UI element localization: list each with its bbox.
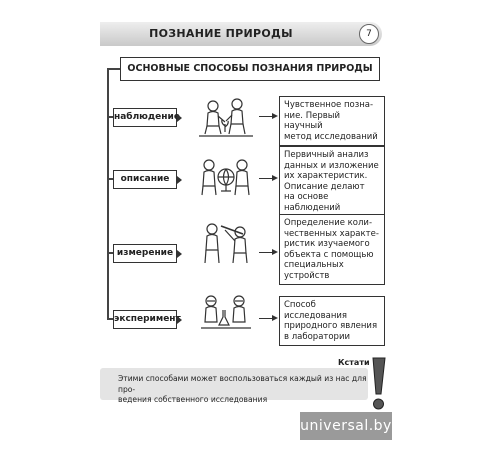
method-box-description: описание bbox=[113, 170, 177, 189]
description-line: Способ исследования bbox=[284, 300, 348, 321]
description-line: ние. Первый научный bbox=[284, 110, 340, 131]
arrow-head bbox=[272, 315, 278, 321]
diagram-spine-top bbox=[107, 68, 121, 70]
description-box-observation bbox=[279, 96, 385, 146]
arrow-line bbox=[259, 318, 273, 319]
diagram-spine bbox=[107, 68, 109, 320]
children-with-globe-icon bbox=[197, 155, 255, 199]
method-box-experiment: эксперимент bbox=[113, 310, 177, 329]
note-label: Кстати bbox=[338, 358, 370, 367]
page-header bbox=[100, 22, 382, 46]
method-box-observation: наблюдение bbox=[113, 108, 177, 127]
page-number: 7 bbox=[359, 24, 379, 44]
description-line: объекта с помощью bbox=[284, 249, 374, 260]
arrow-head bbox=[272, 113, 278, 119]
children-in-lab-icon bbox=[197, 292, 255, 336]
description-line: природного явления bbox=[284, 321, 378, 331]
description-line: ристик изучаемого bbox=[284, 239, 370, 249]
description-line: метод исследований bbox=[284, 131, 378, 142]
description-line: в лаборатории bbox=[284, 331, 350, 342]
note-line: Этими способами может воспользоваться каждый из нас для про- bbox=[118, 374, 367, 394]
description-box-measurement bbox=[279, 214, 385, 285]
description-line: специальных bbox=[284, 260, 344, 270]
description-line: Чувственное позна- bbox=[284, 100, 374, 110]
children-observing-plant-icon bbox=[197, 96, 255, 140]
exclamation-icon bbox=[365, 356, 391, 414]
description-line: на основе наблюдений bbox=[284, 192, 341, 213]
children-measuring-height-icon bbox=[197, 222, 255, 266]
description-line: чественных характе- bbox=[284, 228, 379, 239]
description-box-description bbox=[279, 146, 385, 217]
description-line: устройств bbox=[284, 270, 330, 281]
description-line: их характеристик. bbox=[284, 171, 368, 181]
note-text bbox=[118, 374, 368, 406]
watermark: universal.by bbox=[300, 412, 392, 440]
main-title: ОСНОВНЫЕ СПОСОБЫ ПОЗНАНИЯ ПРИРОДЫ bbox=[120, 57, 380, 81]
header-title: ПОЗНАНИЕ ПРИРОДЫ bbox=[149, 27, 293, 40]
description-line: Первичный анализ bbox=[284, 150, 369, 160]
description-line: Определение коли- bbox=[284, 218, 373, 228]
method-box-measurement: измерение bbox=[113, 244, 177, 263]
arrow-head bbox=[272, 249, 278, 255]
note-box bbox=[100, 368, 368, 404]
arrow-line bbox=[259, 252, 273, 253]
note-line: ведения собственного исследования bbox=[118, 395, 268, 404]
description-line: Описание делают bbox=[284, 181, 365, 192]
arrow-line bbox=[259, 116, 273, 117]
description-line: данных и изложение bbox=[284, 160, 379, 171]
arrow-line bbox=[259, 178, 273, 179]
arrow-head bbox=[272, 175, 278, 181]
description-box-experiment bbox=[279, 296, 385, 346]
